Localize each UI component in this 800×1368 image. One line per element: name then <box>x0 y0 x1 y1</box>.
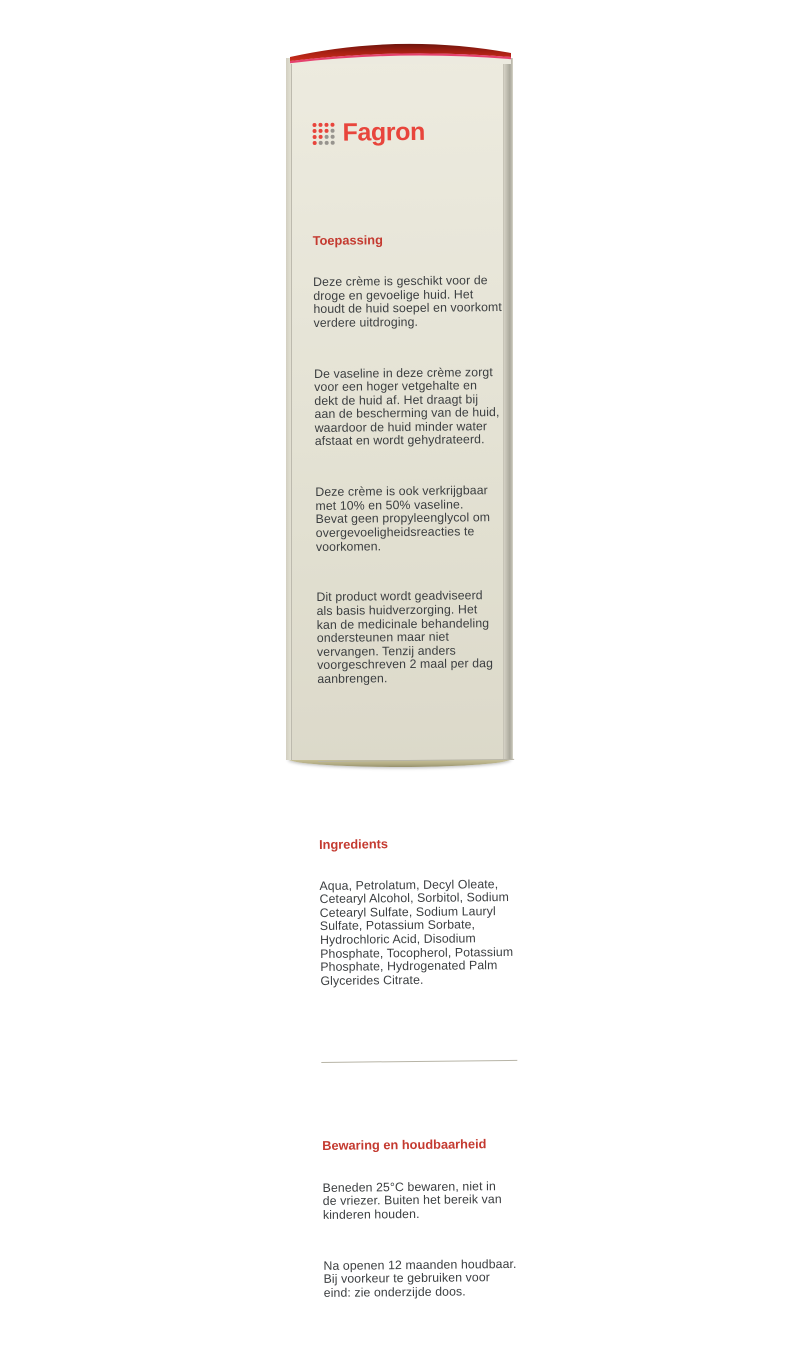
section-heading: Bewaring en houdbaarheid <box>322 1136 487 1154</box>
red-dot <box>313 141 317 145</box>
gray-dot <box>325 141 329 145</box>
gray-dot <box>325 135 329 139</box>
red-dot <box>330 123 334 127</box>
gray-dot <box>331 141 335 145</box>
section-ingredients <box>319 808 525 1015</box>
paragraph: Deze crème is ook verkrijgbaar met 10% en 50% vaseline. Bevat geen propyleenglycol om overgevoeligheidsreacties te voorkomen. <box>315 483 491 554</box>
red-dot <box>324 123 328 127</box>
section-heading: Ingredients <box>318 835 389 852</box>
red-dot <box>312 123 316 127</box>
paragraph: Aqua, Petrolatum, Decyl Oleate, Cetearyl Alcohol, Sorbitol, Sodium Cetearyl Sulfate, Sodium Lauryl Sulfate, Potassium Sorbate, Hydrochloric Acid, Disodium Phosphate, Tocopherol, Potassium Phosphate, Hydrogenated Palm Glycerides Citrate. <box>319 876 514 988</box>
red-dot <box>325 129 329 133</box>
section-toepassing <box>312 204 521 713</box>
paragraph: Dit product wordt geadviseerd als basis huidverzorging. Het kan de medicinale behandeling ondersteunen maar niet vervangen. Tenzij anders voorgeschreven 2 maal per dag aanbrengen. <box>316 588 494 686</box>
paragraph: De vaseline in deze crème zorgt voor een hoger vetgehalte en dekt de huid af. Het draagt bij aan de bescherming van de huid, waardoor de huid minder water afstaat en wordt gehydrateerd. <box>314 364 500 449</box>
section-bewaring <box>322 1110 528 1327</box>
paragraph: Na openen 12 maanden houdbaar. Bij voorkeur te gebruiken voor eind: zie onderzijde doos. <box>323 1256 517 1300</box>
paragraph: Deze crème is geschikt voor de droge en gevoelige huid. Het houdt de huid soepel en voorkomt verdere uitdroging. <box>313 273 502 330</box>
red-dot <box>313 129 317 133</box>
gray-dot <box>331 129 335 133</box>
panel-content <box>311 76 529 1368</box>
logo-dots <box>312 123 334 145</box>
red-dot <box>319 129 323 133</box>
gray-dot <box>319 141 323 145</box>
section-divider <box>321 1060 517 1063</box>
gray-dot <box>331 135 335 139</box>
red-dot <box>313 135 317 139</box>
brand-logo <box>312 117 515 149</box>
product-box <box>286 36 517 1300</box>
section-divider <box>318 758 514 761</box>
section-heading: Toepassing <box>312 232 383 248</box>
paragraph: Beneden 25°C bewaren, niet in de vriezer. Buiten het bereik van kinderen houden. <box>322 1178 502 1222</box>
red-dot <box>318 123 322 127</box>
brand-wordmark: Fagron <box>342 118 426 147</box>
red-dot <box>319 135 323 139</box>
box-top-flap <box>286 36 513 64</box>
